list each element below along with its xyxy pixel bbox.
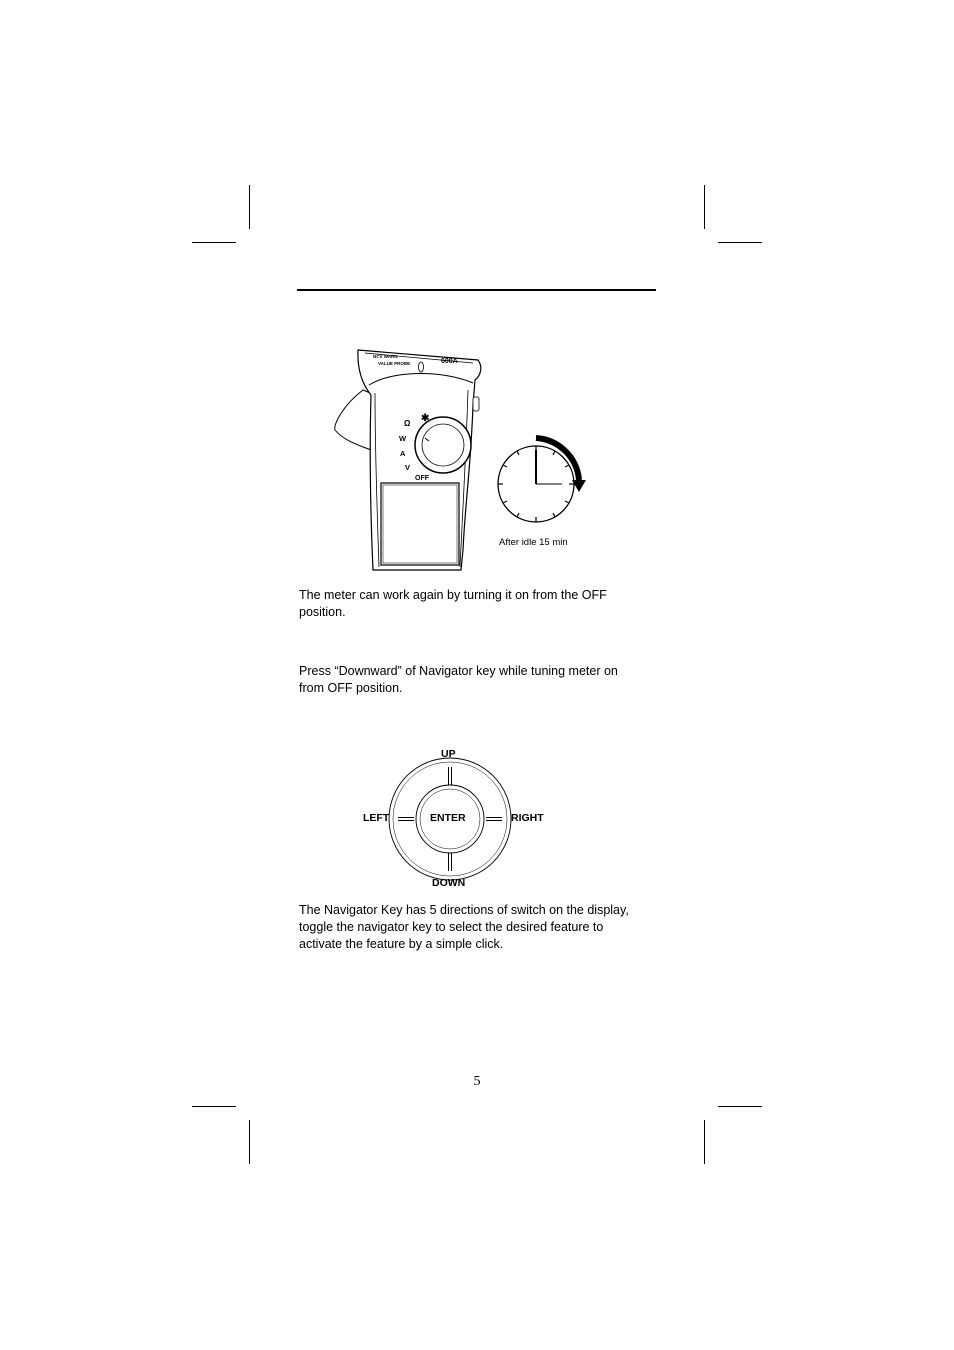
meter-rating: 600A: [441, 358, 458, 365]
crop-mark: [718, 1106, 762, 1107]
navigator-down-label: DOWN: [432, 877, 466, 889]
navigator-left-label: LEFT: [363, 812, 390, 824]
clock-icon: [490, 430, 590, 530]
meter-top-label: VALUE PROBE: [378, 361, 411, 366]
dial-label: Ω: [404, 419, 411, 428]
meter-illustration: [333, 345, 493, 575]
paragraph: The Navigator Key has 5 directions of switch on the display, toggle the navigator key to select the desired feature to activate the feature by a simple click.: [299, 903, 629, 951]
navigator-enter-label: ENTER: [430, 812, 466, 824]
dial-label: W: [399, 434, 407, 443]
navigator-up-label: UP: [441, 748, 456, 760]
crop-mark: [249, 185, 250, 229]
navigator-right-label: RIGHT: [511, 812, 544, 824]
asterisk-icon: ✱: [421, 413, 430, 424]
dial-label: V: [405, 463, 411, 472]
crop-mark: [718, 242, 762, 243]
figure-caption: After idle 15 min: [499, 537, 568, 548]
crop-mark: [704, 185, 705, 229]
dial-label: OFF: [415, 475, 429, 482]
crop-mark: [192, 1106, 236, 1107]
crop-mark: [704, 1120, 705, 1164]
dial-label: A: [400, 449, 406, 458]
paragraph: Press “Downward” of Navigator key while tuning meter on from OFF position.: [299, 664, 618, 695]
paragraph: The meter can work again by turning it on from the OFF position.: [299, 588, 607, 619]
crop-mark: [192, 242, 236, 243]
meter-top-label: NCV WARN: [373, 354, 398, 359]
page-number: 5: [473, 1074, 481, 1089]
crop-mark: [249, 1120, 250, 1164]
header-rule: [297, 289, 656, 291]
